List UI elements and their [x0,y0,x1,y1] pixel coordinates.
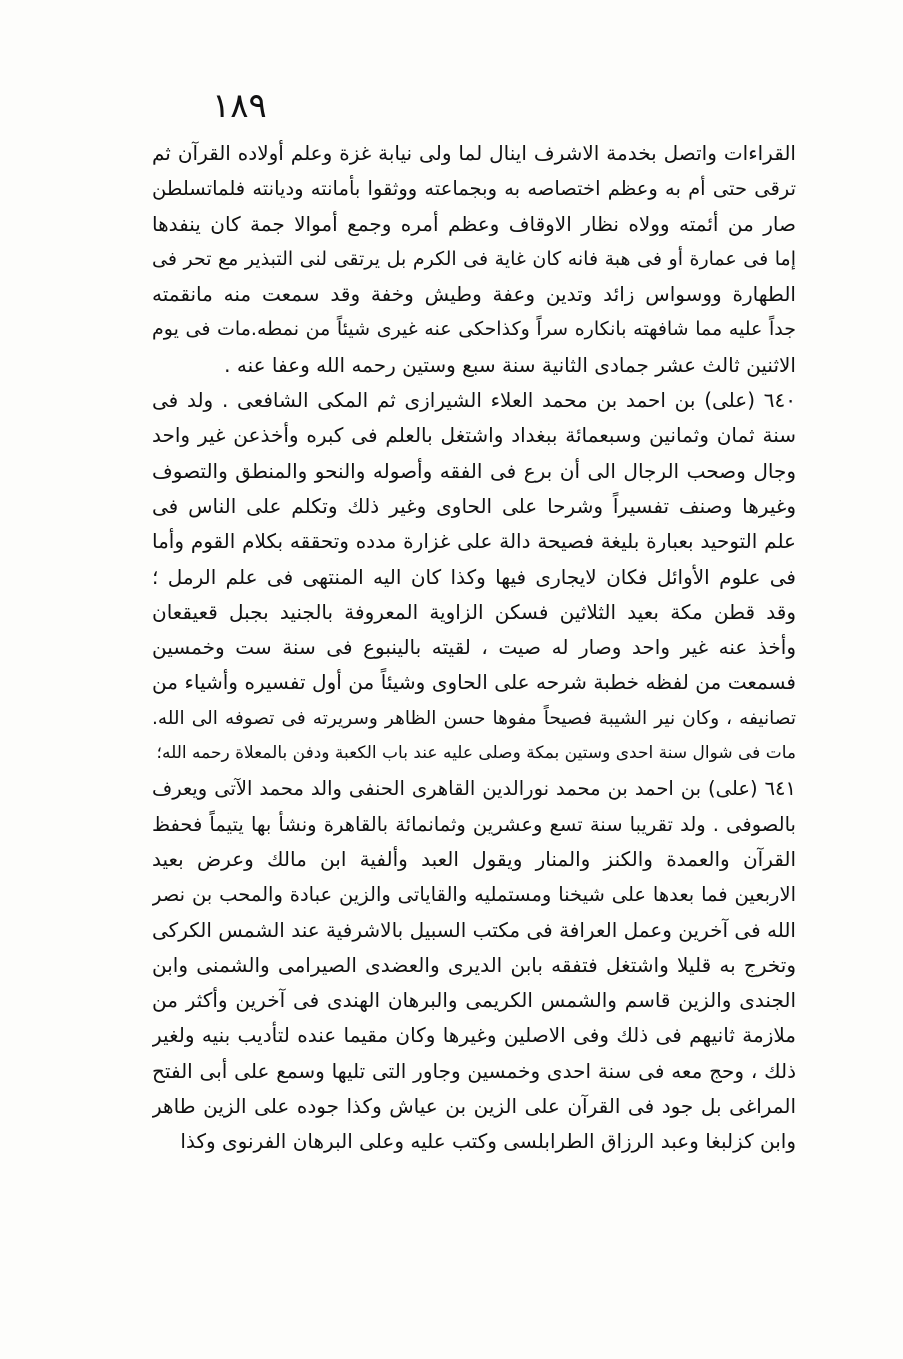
text-line: الله فى آخرين وعمل العرافة فى مكتب السبيل بالاشرفية عند الشمس الكركى [152,917,796,942]
text-line: المراغى بل جود فى القرآن على الزين بن عياش وكذا جوده على الزين طاهر [152,1094,796,1119]
text-line: ملازمة ثانيهم فى ذلك وفى الاصلين وغيرها وكان مقيما عنده لتأديب بنيه ولغير [152,1023,796,1048]
text-line: الاثنين ثالث عشر جمادى الثانية سنة سبع وستين رحمه الله وعفا عنه . [224,352,796,377]
page-number: ١٨٩ [212,86,267,126]
text-line: سنة ثمان وثمانين وسبعمائة ببغداد واشتغل بالعلم فى كبره وأخذعن غير واحد [152,423,796,448]
text-line: ٦٤٠ (على) بن احمد بن محمد العلاء الشيرازى ثم المكى الشافعى . ولد فى [152,388,796,413]
text-line: وقد قطن مكة بعيد الثلاثين فسكن الزاوية المعروفة بالجنيد بجبل قعيقعان [152,599,796,624]
text-line: الجندى والزين قاسم والشمس الكريمى والبرهان الهندى فى آخرين وأكثر من [152,988,796,1013]
text-line: وتخرج به قليلا واشتغل فتفقه بابن الديرى والعضدى الصيرامى والشمنى وابن [152,952,796,977]
text-line: وأخذ عنه غير واحد وصار له صيت ، لقيته بالينبوع فى سنة ست وخمسين [152,635,796,660]
text-line: وغيرها وصنف تفسيراً وشرحا على الحاوى وغير ذلك وتكلم على الناس فى [152,493,796,518]
text-line: وجال وصحب الرجال الى أن برع فى الفقه وأصوله والنحو والمنطق والتصوف [152,458,796,483]
text-line: ذلك ، وحج معه فى سنة احدى وخمسين وجاور التى تليها وسمع على أبى الفتح [152,1058,796,1083]
text-line: الطهارة ووسواس زائد وتدين وعفة وطيش وخفة وقد سمعت منه مانقمته [152,282,796,307]
text-line: مات فى شوال سنة احدى وستين بمكة وصلى عليه عند باب الكعبة ودفن بالمعلاة رحمه الله؛ [156,743,796,764]
text-line: ٦٤١ (على) بن احمد بن محمد نورالدين القاهرى الحنفى والد محمد الآتى ويعرف [152,777,796,801]
text-line: القرآن والعمدة والكنز والمنار ويقول العبد وألفية ابن مالك وعرض بعيد [152,846,796,871]
text-line: وابن كزلبغا وعبد الرزاق الطرابلسى وكتب عليه وعلى البرهان الفرنوى وكذا [180,1129,796,1154]
text-line: جداً عليه مما شافهته بانكاره سراً وكذاحكى عنه غيرى شيئاً من نمطه.مات فى يوم [152,318,796,341]
body-text [152,136,796,1160]
text-line: صار من أئمته وولاه نظار الاوقاف وعظم أمره وجمع أموالا جمة كان ينفدها [152,211,796,236]
text-line: فسمعت من لفظه خطبة شرحه على الحاوى وشيئاً من أول تفسيره وأشياء من [152,670,796,695]
text-line: القراءات واتصل بخدمة الاشرف اينال لما ولى نيابة غزة وعلم أولاده القرآن ثم [152,141,796,165]
text-line: فى علوم الأوائل فكان لايجارى فيها وكذا كان اليه المنتهى فى علم الرمل ؛ [152,564,796,589]
text-line: إما فى عمارة أو فى هبة فانه كان غاية فى الكرم بل يرتقى لنى التبذير مع تحر فى [152,247,796,270]
text-line: علم التوحيد بعبارة بليغة فصيحة دالة على غزارة مدده وتحققه بكلام القوم وأما [152,529,796,554]
text-line: ترقى حتى أم به وعظم اختصاصه به وبجماعته ووثقوا بأمانته وديانته فلماتسلطن [152,177,796,201]
text-line: تصانيفه ، وكان نير الشيبة فصيحاً مفوها حسن الظاهر وسريرته فى تصوفه الى الله. [152,707,796,729]
text-line: الاربعين فما بعدها على شيخنا ومستمليه والقاياتى والزين عبادة والمحب بن نصر [152,883,796,907]
text-line: بالصوفى . ولد تقريبا سنة تسع وعشرين وثمانمائة بالقاهرة ونشأ بها يتيماً فحفظ [152,812,796,836]
